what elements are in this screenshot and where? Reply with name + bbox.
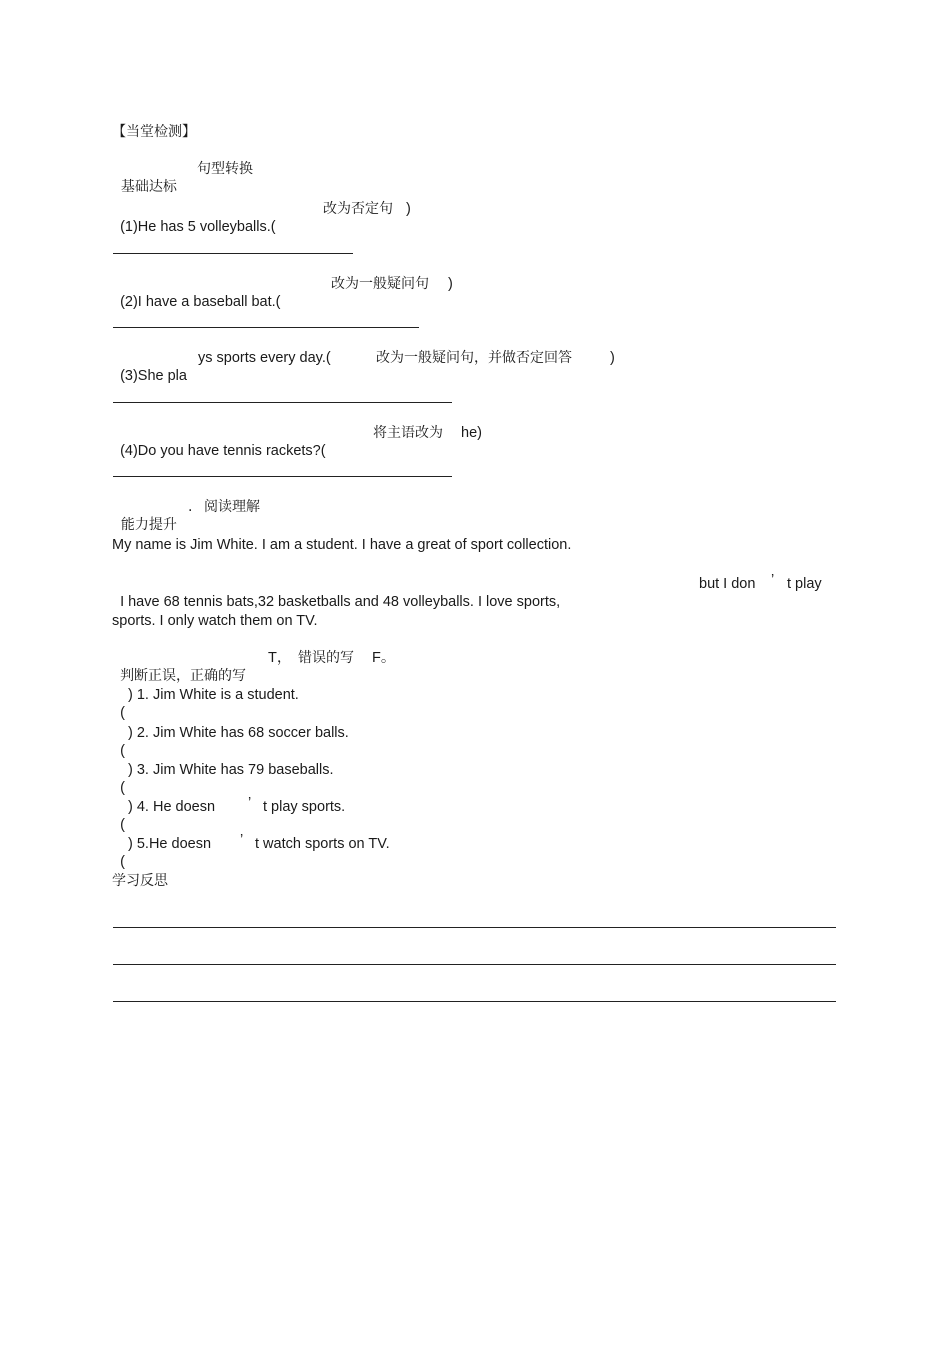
question-1 bbox=[112, 200, 411, 272]
question-2 bbox=[112, 275, 453, 347]
instruction-f: F。 bbox=[372, 650, 396, 666]
question-3-close: ) bbox=[610, 350, 615, 366]
question-2-close: ) bbox=[448, 276, 453, 292]
passage-line-2-b: but I don bbox=[699, 576, 756, 592]
section1-title-b: 句型转换 bbox=[197, 161, 253, 177]
answer-blank-1[interactable] bbox=[113, 253, 353, 254]
tf-question-4-text-a: ) 4. He doesn bbox=[128, 799, 216, 815]
answer-blank-3[interactable] bbox=[113, 402, 452, 403]
section2-title-dot: . bbox=[188, 499, 193, 515]
tf-question-4-apostrophe: ’ bbox=[248, 795, 252, 811]
question-4-text: (4)Do you have tennis rackets?( bbox=[120, 443, 326, 459]
question-2-instruction: 改为一般疑问句 bbox=[331, 276, 429, 292]
question-4-close: he) bbox=[461, 425, 482, 441]
answer-paren-2[interactable]: ( bbox=[120, 743, 125, 759]
tf-question-2-text: ) 2. Jim White has 68 soccer balls. bbox=[128, 725, 349, 741]
question-1-text: (1)He has 5 volleyballs.( bbox=[120, 219, 276, 235]
instruction-t: T， bbox=[268, 650, 292, 666]
passage-line-2-apostrophe: ’ bbox=[771, 572, 775, 588]
question-2-text: (2)I have a baseball bat.( bbox=[120, 294, 281, 310]
answer-paren-5[interactable]: ( bbox=[120, 854, 125, 870]
reflection-line-3[interactable] bbox=[113, 1001, 836, 1002]
answer-blank-2[interactable] bbox=[113, 327, 419, 328]
answer-paren-3[interactable]: ( bbox=[120, 780, 125, 796]
question-3-instruction: 改为一般疑问句，并做否定回答 bbox=[376, 350, 572, 366]
question-1-close: ) bbox=[406, 201, 411, 217]
instruction-b: 错误的写 bbox=[298, 650, 354, 666]
section2-title-b: 阅读理解 bbox=[204, 499, 260, 515]
reflection-title: 学习反思 bbox=[112, 873, 168, 889]
passage-line-1: My name is Jim White. I am a student. I have a great of sport collection. bbox=[112, 537, 572, 553]
tf-question-4-text-b: t play sports. bbox=[263, 799, 346, 815]
question-4 bbox=[112, 424, 482, 496]
passage-line-2-a: I have 68 tennis bats,32 basketballs and 48 volleyballs. I love sports, bbox=[120, 594, 561, 610]
instruction-a: 判断正误，正确的写 bbox=[120, 668, 247, 684]
question-4-instruction: 将主语改为 bbox=[373, 425, 443, 441]
passage-line-3: sports. I only watch them on TV. bbox=[112, 613, 318, 629]
answer-blank-4[interactable] bbox=[113, 476, 452, 477]
page-header: 【当堂检测】 bbox=[112, 124, 196, 140]
passage-line-2-c: t play bbox=[787, 576, 822, 592]
tf-question-5-apostrophe: ’ bbox=[240, 832, 244, 848]
section2-title-a: 能力提升 bbox=[120, 517, 177, 533]
tf-question-5-text-a: ) 5.He doesn bbox=[128, 836, 212, 852]
question-3-text-b: ys sports every day.( bbox=[198, 350, 331, 366]
section1-title bbox=[112, 160, 253, 196]
answer-paren-4[interactable]: ( bbox=[120, 817, 125, 833]
question-3-text-a: (3)She pla bbox=[120, 368, 187, 384]
reflection-line-1[interactable] bbox=[113, 927, 836, 928]
section1-title-a: 基础达标 bbox=[120, 179, 177, 195]
reflection-line-2[interactable] bbox=[113, 964, 836, 965]
tf-question-5-text-b: t watch sports on TV. bbox=[255, 836, 390, 852]
question-1-instruction: 改为否定句 bbox=[323, 201, 393, 217]
tf-question-3-text: ) 3. Jim White has 79 baseballs. bbox=[128, 762, 334, 778]
section2-title bbox=[112, 498, 260, 570]
answer-paren-1[interactable]: ( bbox=[120, 705, 125, 721]
tf-question-1-text: ) 1. Jim White is a student. bbox=[128, 687, 299, 703]
